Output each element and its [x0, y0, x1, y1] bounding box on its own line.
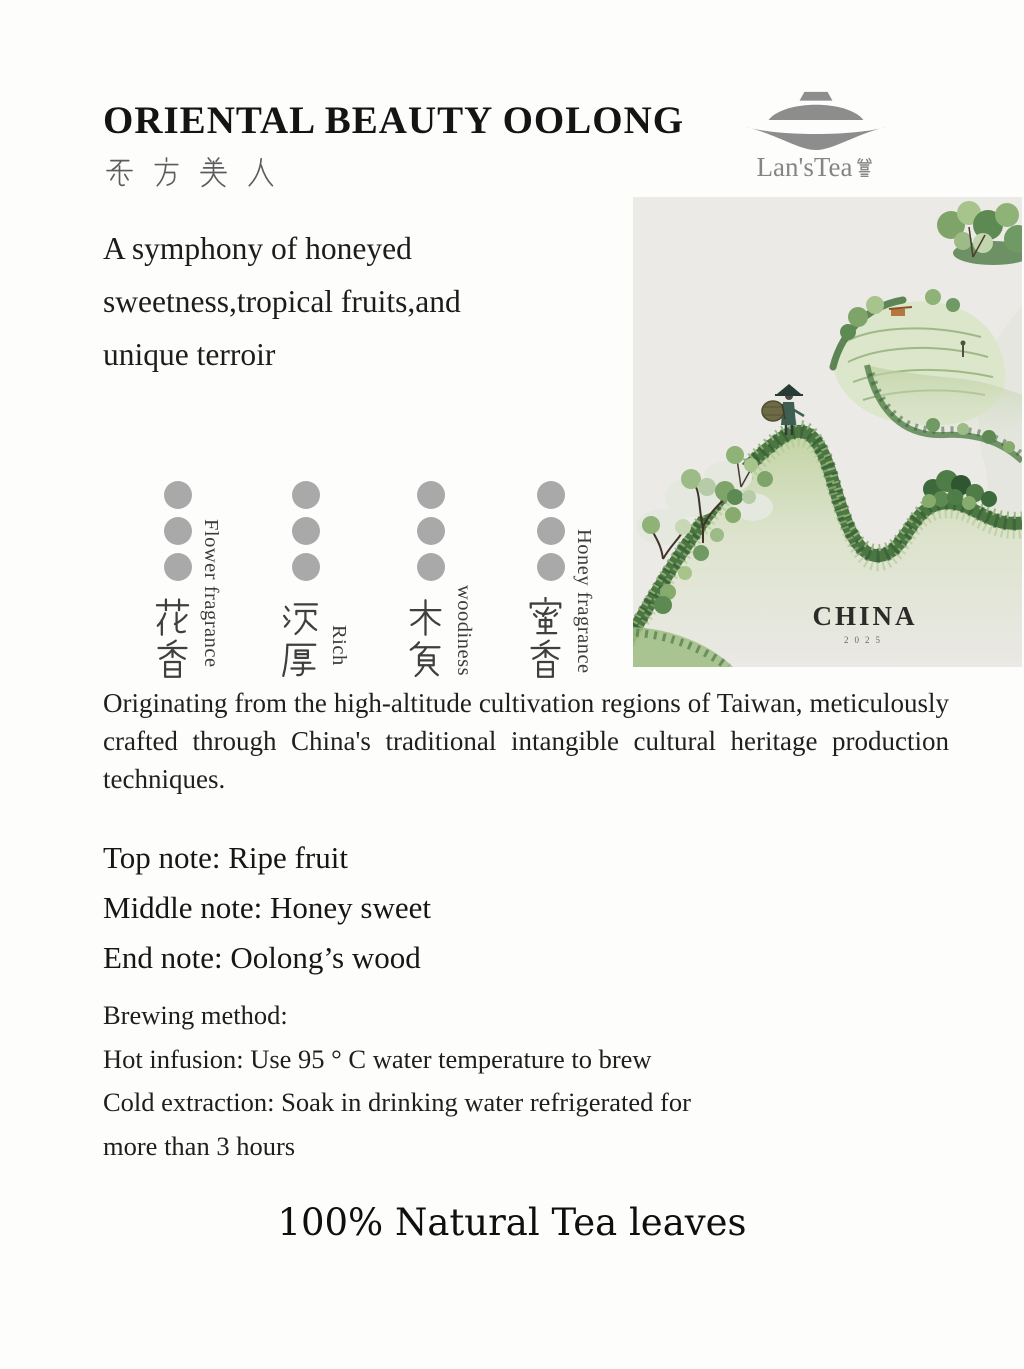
- artwork-caption-year: 2025: [844, 635, 886, 645]
- rating-dot: [164, 481, 192, 509]
- rating-woodiness: [403, 479, 515, 691]
- hanzi-hua: [152, 597, 193, 638]
- rating-rich: [278, 479, 390, 691]
- brewing-hot-infusion: Hot infusion: Use 95 ° C water temperature to brew: [103, 1043, 652, 1074]
- hanzi-mi: [525, 597, 566, 638]
- rating-dot: [537, 481, 565, 509]
- tea-mountain-artwork: [633, 197, 1022, 667]
- rating-dots: [292, 481, 320, 581]
- end-note: End note: Oolong’s wood: [103, 940, 421, 975]
- brewing-title: Brewing method:: [103, 1000, 288, 1030]
- rating-dots: [537, 481, 565, 581]
- hanzi-xiang: [152, 639, 193, 680]
- tagline-line: sweetness,tropical fruits,and: [103, 284, 461, 319]
- rating-dot: [292, 517, 320, 545]
- rating-dot: [417, 481, 445, 509]
- artwork-caption: CHINA: [812, 601, 918, 631]
- top-note: Top note: Ripe fruit: [103, 840, 348, 875]
- rating-dots: [417, 481, 445, 581]
- tagline: [103, 222, 461, 381]
- rating-label-en: Rich: [328, 625, 350, 666]
- rating-label-zh: [280, 597, 321, 680]
- brand-name-text: Lan'sTea: [756, 152, 853, 182]
- hanzi-zhi: [405, 639, 446, 680]
- rating-dot: [164, 553, 192, 581]
- rating-dot: [417, 517, 445, 545]
- rating-label-zh: [525, 597, 566, 680]
- middle-note: Middle note: Honey sweet: [103, 890, 432, 925]
- rating-dot: [417, 553, 445, 581]
- tagline-line: unique terroir: [103, 337, 276, 372]
- rating-label-en: Flower fragrance: [200, 519, 222, 668]
- rating-honey-fragrance: [523, 479, 635, 691]
- hanzi-mei: [197, 156, 230, 189]
- brand-logo: [734, 90, 898, 183]
- brand-seal-hanzi: [854, 157, 875, 178]
- tagline-line: A symphony of honeyed: [103, 231, 412, 266]
- gaiwan-teapot-icon: [741, 90, 891, 150]
- rating-dot: [537, 553, 565, 581]
- rating-dot: [164, 517, 192, 545]
- hanzi-fang: [150, 156, 183, 189]
- rating-label-zh: [405, 597, 446, 680]
- hanzi-dong: [103, 156, 136, 189]
- rating-dot: [292, 553, 320, 581]
- page-title-chinese: [103, 156, 277, 189]
- brand-name: [757, 152, 876, 183]
- tea-mountain-watercolor: [633, 197, 1022, 667]
- flavor-ratings: [150, 479, 630, 691]
- hanzi-xiang: [525, 639, 566, 680]
- rating-flower-fragrance: [150, 479, 262, 691]
- rating-dot: [537, 517, 565, 545]
- natural-claim: 100% Natural Tea leaves: [277, 1201, 747, 1244]
- hanzi-ren: [244, 156, 277, 189]
- tasting-notes: [103, 833, 431, 983]
- hanzi-hou: [280, 639, 321, 680]
- rating-label-en: Honey fragrance: [573, 529, 595, 674]
- rating-label-zh: [152, 597, 193, 680]
- origin-paragraph: Originating from the high-altitude cultivation regions of Taiwan, meticulously crafted through China's traditional intangible cultural heritage production techniques.: [103, 688, 949, 794]
- hanzi-mu: [405, 597, 446, 638]
- brewing-method: [103, 994, 691, 1168]
- brewing-cold-extraction: Cold extraction: Soak in drinking water refrigerated for: [103, 1087, 691, 1117]
- rating-dot: [292, 481, 320, 509]
- page-title: ORIENTAL BEAUTY OOLONG: [103, 99, 685, 142]
- brewing-cold-extraction-cont: more than 3 hours: [103, 1130, 296, 1161]
- rating-label-en: woodiness: [453, 585, 475, 677]
- rating-dots: [164, 481, 192, 581]
- hanzi-nong: [280, 597, 321, 638]
